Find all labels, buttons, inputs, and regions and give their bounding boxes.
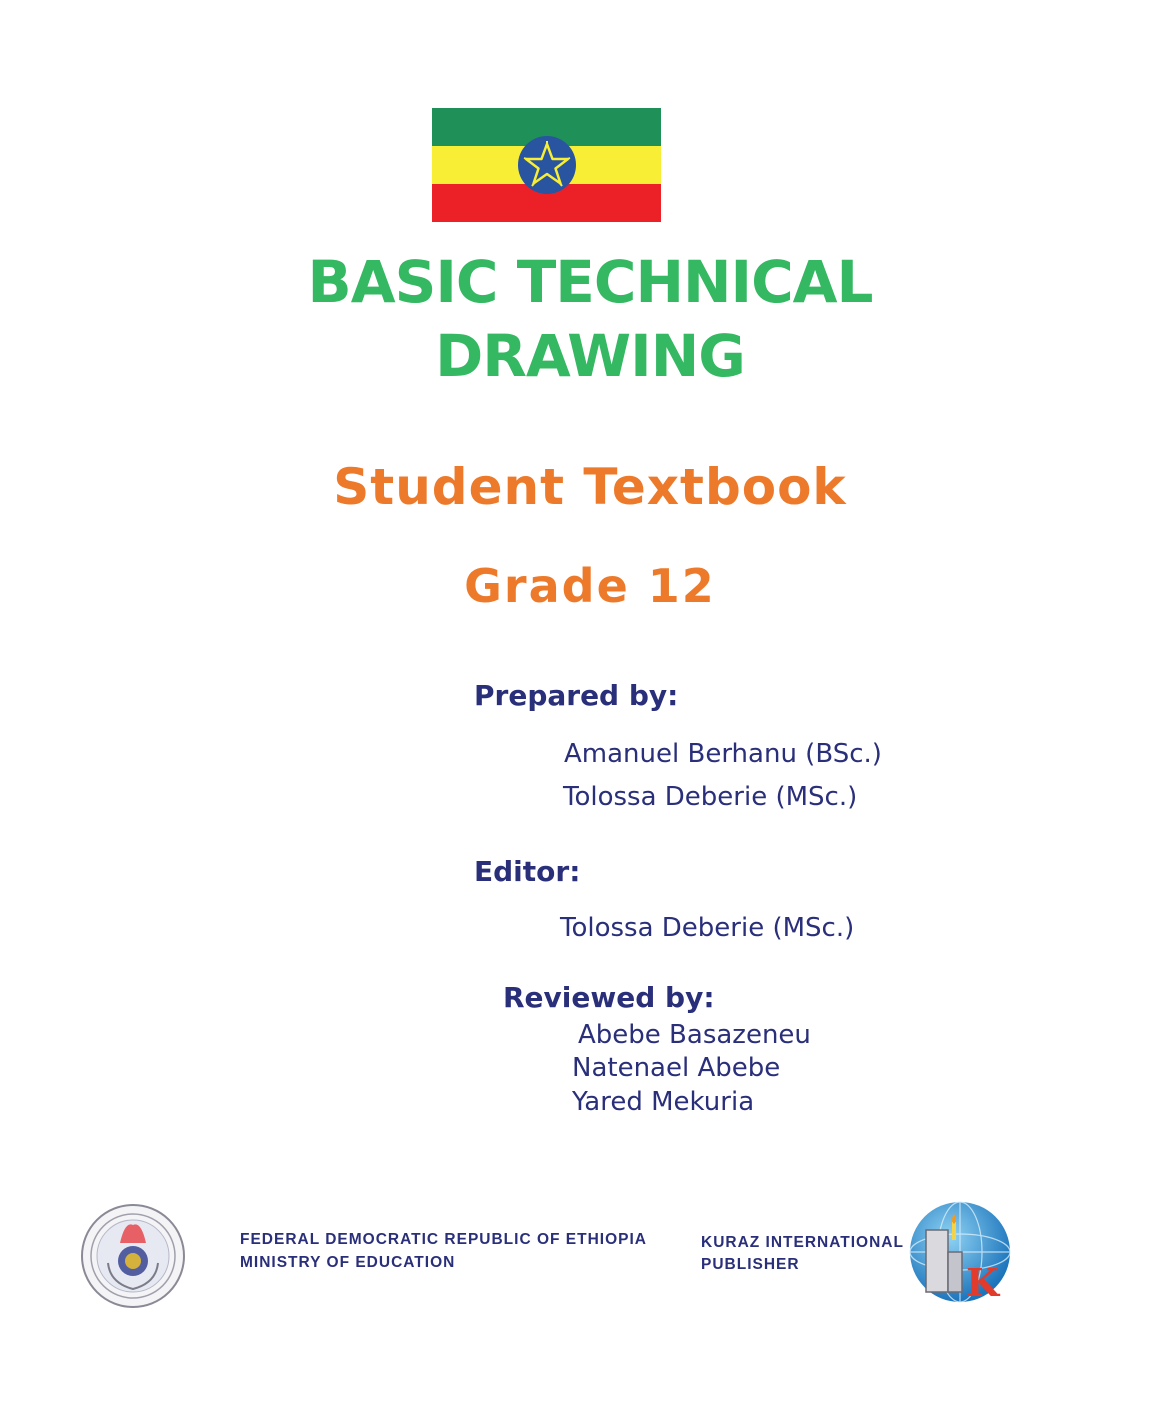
svg-text:K: K xyxy=(966,1260,1000,1304)
ministry-name-line2: MINISTRY OF EDUCATION xyxy=(240,1254,456,1271)
reviewer-name: Natenael Abebe xyxy=(572,1053,781,1083)
ethiopian-flag-icon xyxy=(432,108,661,222)
editor-label: Editor: xyxy=(474,855,581,888)
reviewer-name: Abebe Basazeneu xyxy=(578,1020,811,1050)
grade-label: Grade 12 xyxy=(464,559,716,613)
author-name: Tolossa Deberie (MSc.) xyxy=(563,782,858,812)
prepared-by-label: Prepared by: xyxy=(474,679,679,712)
book-subtitle: Student Textbook xyxy=(333,458,847,516)
author-name: Amanuel Berhanu (BSc.) xyxy=(564,739,882,769)
reviewed-by-label: Reviewed by: xyxy=(503,981,715,1014)
ministry-seal-icon xyxy=(80,1203,186,1309)
ministry-name-line1: FEDERAL DEMOCRATIC REPUBLIC OF ETHIOPIA xyxy=(240,1231,647,1248)
book-title-line2: DRAWING xyxy=(435,322,745,390)
publisher-name-line2: PUBLISHER xyxy=(701,1256,800,1273)
reviewer-name: Yared Mekuria xyxy=(572,1087,755,1117)
kuraz-logo-icon xyxy=(908,1200,1012,1304)
editor-name: Tolossa Deberie (MSc.) xyxy=(560,913,855,943)
book-title-line1: BASIC TECHNICAL xyxy=(307,248,873,316)
publisher-name-line1: KURAZ INTERNATIONAL xyxy=(701,1234,904,1251)
